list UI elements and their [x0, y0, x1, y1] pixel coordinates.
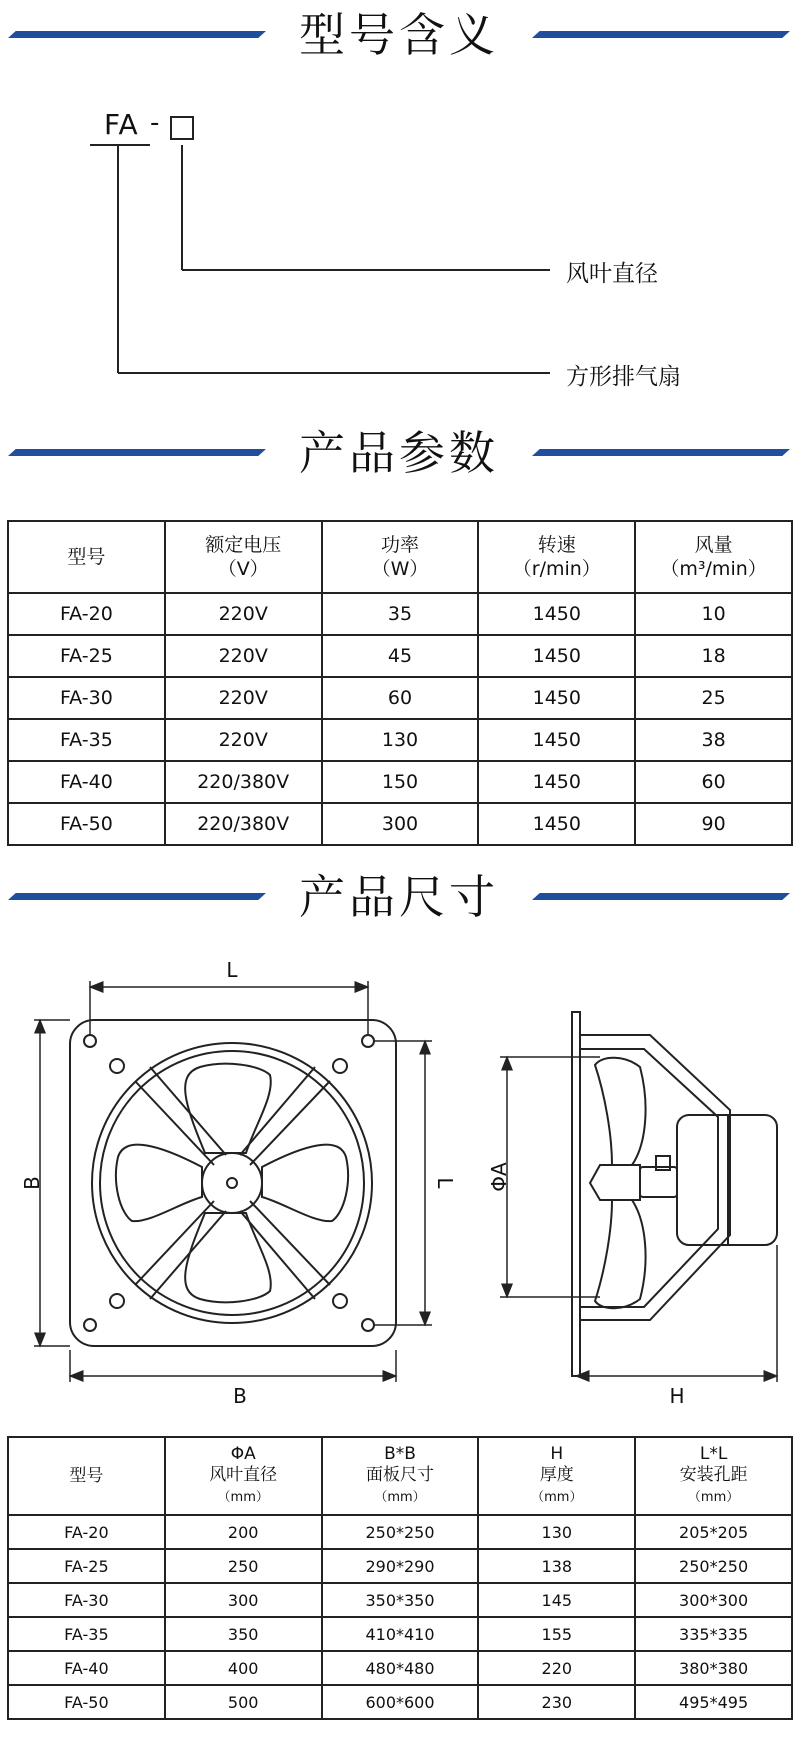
header-bar-left [8, 893, 266, 900]
model-dash: - [150, 108, 160, 138]
cell: 38 [635, 719, 792, 761]
cell: FA-20 [8, 593, 165, 635]
cell: 18 [635, 635, 792, 677]
table-row [8, 593, 792, 635]
cell: 335*335 [635, 1617, 792, 1651]
cell: 60 [322, 677, 479, 719]
header-cell: 型号 [8, 1437, 165, 1515]
table-row [8, 761, 792, 803]
cell: 1450 [478, 635, 635, 677]
cell: 130 [322, 719, 479, 761]
cell: 200 [165, 1515, 322, 1549]
section-title: 产品参数 [299, 426, 499, 480]
section-header-dimensions [0, 862, 800, 932]
cell: 300 [165, 1583, 322, 1617]
cell: 480*480 [322, 1651, 479, 1685]
label-phiA: ΦA [487, 1162, 511, 1192]
cell: 220V [165, 677, 322, 719]
table-row [8, 1583, 792, 1617]
label-H: H [669, 1384, 685, 1408]
cell: FA-50 [8, 803, 165, 845]
cell: 290*290 [322, 1549, 479, 1583]
cell: 1450 [478, 761, 635, 803]
cell: 45 [322, 635, 479, 677]
section-title: 型号含义 [299, 8, 499, 62]
cell: 138 [478, 1549, 635, 1583]
header-cell: L*L 安装孔距 （mm） [635, 1437, 792, 1515]
cell: 410*410 [322, 1617, 479, 1651]
cell: 25 [635, 677, 792, 719]
label-blade-diameter: 风叶直径 [566, 261, 658, 287]
cell: 380*380 [635, 1651, 792, 1685]
model-meaning-diagram [0, 0, 800, 400]
cell: FA-50 [8, 1685, 165, 1719]
model-code: FA [104, 108, 139, 141]
cell: FA-30 [8, 677, 165, 719]
header-bar-left [8, 449, 266, 456]
section-title: 产品尺寸 [299, 870, 499, 924]
cell: 205*205 [635, 1515, 792, 1549]
table-row [8, 803, 792, 845]
cell: 220V [165, 719, 322, 761]
cell: 495*495 [635, 1685, 792, 1719]
header-cell: 风量 （m³/min） [635, 521, 792, 593]
table-row [8, 1549, 792, 1583]
table-row [8, 1651, 792, 1685]
front-view [70, 1020, 396, 1346]
cell: 300 [322, 803, 479, 845]
cell: 145 [478, 1583, 635, 1617]
cell: FA-25 [8, 1549, 165, 1583]
label-square-fan: 方形排气扇 [566, 364, 681, 390]
table-row [8, 1515, 792, 1549]
header-cell: B*B 面板尺寸 （mm） [322, 1437, 479, 1515]
label-B-left: B [20, 1176, 44, 1190]
cell: FA-25 [8, 635, 165, 677]
label-L-top: L [226, 958, 238, 982]
cell: FA-20 [8, 1515, 165, 1549]
dimension-drawing [0, 945, 800, 1415]
cell: 1450 [478, 719, 635, 761]
side-panel [572, 1012, 580, 1376]
cell: 220V [165, 593, 322, 635]
side-hub [590, 1165, 640, 1200]
params-table [7, 520, 793, 846]
cell: 150 [322, 761, 479, 803]
cell: 250*250 [322, 1515, 479, 1549]
cell: 250*250 [635, 1549, 792, 1583]
cell: 90 [635, 803, 792, 845]
header-cell: 型号 [8, 521, 165, 593]
side-blade-top [595, 1058, 646, 1165]
cell: 350 [165, 1617, 322, 1651]
fan-blade [185, 1213, 271, 1302]
cell: 60 [635, 761, 792, 803]
table-row [8, 719, 792, 761]
label-L-right: L [433, 1177, 457, 1189]
section-header-params [0, 418, 800, 488]
params-header-row [8, 521, 792, 593]
table-row [8, 1685, 792, 1719]
cell: 600*600 [322, 1685, 479, 1719]
cell: 1450 [478, 677, 635, 719]
header-bar-right [532, 449, 790, 456]
fan-blade [262, 1145, 348, 1221]
cell: 500 [165, 1685, 322, 1719]
table-row [8, 677, 792, 719]
cell: 35 [322, 593, 479, 635]
cell: 220/380V [165, 761, 322, 803]
cell: 250 [165, 1549, 322, 1583]
header-cell: H 厚度 （mm） [478, 1437, 635, 1515]
fan-blade [185, 1064, 271, 1153]
header-cell: 额定电压 （V） [165, 521, 322, 593]
side-view [572, 1012, 777, 1376]
cell: FA-40 [8, 1651, 165, 1685]
fan-blade [116, 1145, 202, 1221]
cell: FA-35 [8, 719, 165, 761]
cell: 130 [478, 1515, 635, 1549]
cell: FA-30 [8, 1583, 165, 1617]
table-row [8, 635, 792, 677]
cell: 10 [635, 593, 792, 635]
cell: FA-40 [8, 761, 165, 803]
side-blade-bottom [595, 1200, 646, 1308]
cell: 400 [165, 1651, 322, 1685]
cell: 220/380V [165, 803, 322, 845]
dims-header-row [8, 1437, 792, 1515]
table-row [8, 1617, 792, 1651]
motor-coupling [640, 1167, 677, 1197]
label-B-bottom: B [233, 1384, 247, 1408]
cell: 1450 [478, 803, 635, 845]
cell: 230 [478, 1685, 635, 1719]
header-cell: 转速 （r/min） [478, 521, 635, 593]
fan-ring [92, 1043, 372, 1323]
cell: 220 [478, 1651, 635, 1685]
cell: 1450 [478, 593, 635, 635]
cell: 155 [478, 1617, 635, 1651]
cell: FA-35 [8, 1617, 165, 1651]
cell: 350*350 [322, 1583, 479, 1617]
cell: 220V [165, 635, 322, 677]
fan-hub [202, 1153, 262, 1213]
dimensions-table [7, 1436, 793, 1720]
header-cell: 功率 （W） [322, 521, 479, 593]
header-bar-right [532, 893, 790, 900]
cell: 300*300 [635, 1583, 792, 1617]
header-cell: ΦA 风叶直径 （mm） [165, 1437, 322, 1515]
